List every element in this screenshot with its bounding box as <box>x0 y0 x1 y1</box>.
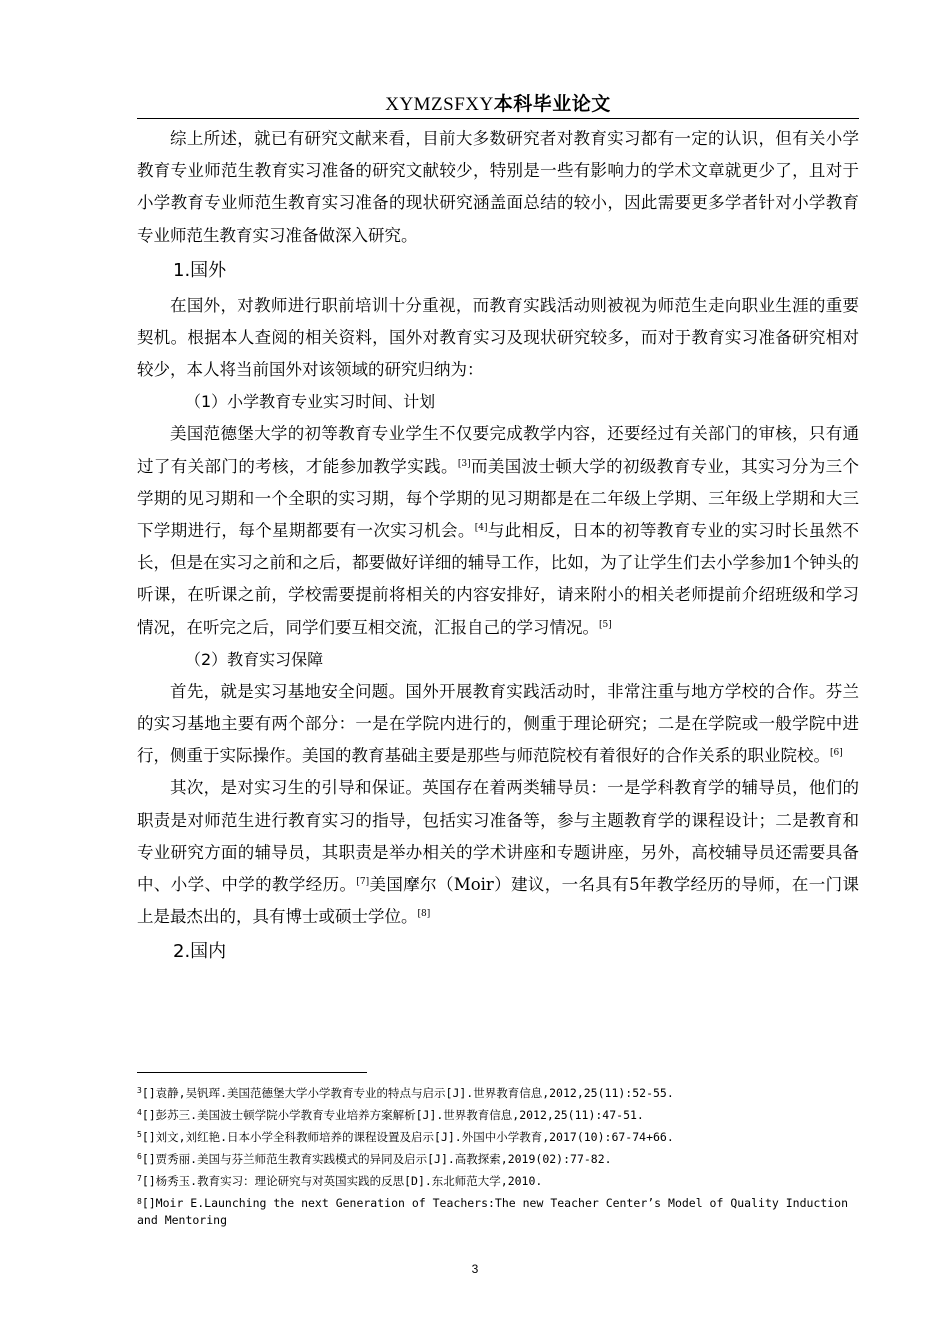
subheading-internship-time: （1）小学教育专业实习时间、计划 <box>185 392 436 412</box>
footnote <box>137 1082 859 1104</box>
page-number: 3 <box>471 1262 479 1276</box>
citation-ref[interactable]: [8] <box>417 909 431 920</box>
footnote-number: 7 <box>137 1174 142 1183</box>
header-title <box>385 94 611 115</box>
heading-domestic: 2.国内 <box>173 941 227 963</box>
footnote <box>137 1170 859 1192</box>
page-header <box>137 88 859 119</box>
subheading-internship-guarantee: （2）教育实习保障 <box>185 649 324 669</box>
footnote <box>137 1148 859 1170</box>
footnote-number: 3 <box>137 1086 142 1095</box>
text-segment: 美国摩尔（Moir）建议，一名具有5年教学经历的导师，在一门课上是最杰出的，具有博士或硕士学位。 <box>137 875 859 927</box>
footnote-text: []袁静,吴钒珲.美国范德堡大学小学教育专业的特点与启示[J].世界教育信息,2012,25(11):52-55. <box>141 1086 674 1100</box>
paragraph-base-safety <box>137 676 859 773</box>
footnote-number: 8 <box>137 1197 142 1206</box>
footnote <box>137 1104 859 1126</box>
citation-ref[interactable]: [6] <box>830 748 843 759</box>
footnotes <box>137 1082 859 1229</box>
footnote-number: 4 <box>137 1108 142 1117</box>
text-segment: 美国范德堡大学的初等教育专业学生不仅要完成教学内容，还要经过有关部门的审核，只有通过了有关部门的考核，才能参加教学实践。 <box>137 424 859 476</box>
paragraph-foreign-intro: 在国外，对教师进行职前培训十分重视，而教育实践活动则被视为师范生走向职业生涯的重要契机。根据本人查阅的相关资料，国外对教育实习及现状研究较多，而对于教育实习准备研究相对较少，本人将当前国外对该领域的研究归纳为： <box>137 295 859 380</box>
footnote-number: 6 <box>137 1152 142 1161</box>
footnote-divider <box>137 1072 367 1073</box>
footnote-text: []杨秀玉.教育实习：理论研究与对英国实践的反思[D].东北师范大学,2010. <box>141 1174 543 1188</box>
text-segment: 其次，是对实习生的引导和保证。英国存在着两类辅导员：一是学科教育学的辅导员，他们的职责是对师范生进行教育实习的指导，包括实习准备等，参与主题教育学的课程设计；二是教育和专业研究方面的辅导员，其职责是举办相关的学术讲座和专题讲座，另外，高校辅导员还需要具备中、小学、中学的教学经历。 <box>137 778 859 895</box>
text-segment: 与此相反，日本的初等教育专业的实习时长虽然不长，但是在实习之前和之后，都要做好详细的辅导工作，比如，为了让学生们去小学参加1个钟头的听课，在听课之前，学校需要提前将相关的内容安排好，请来附小的相关老师提前介绍班级和学习情况，在听完之后，同学们要互相交流，汇报自己的学习情况。 <box>137 521 860 637</box>
citation-ref[interactable]: [3] <box>457 458 471 469</box>
footnote <box>137 1126 859 1148</box>
footnote-text: []刘文,刘红艳.日本小学全科教师培养的课程设置及启示[J].外国中小学教育,2017(10):67-74+66. <box>141 1130 674 1144</box>
paragraph-internship-time <box>137 418 859 643</box>
citation-ref[interactable]: [7] <box>356 877 370 888</box>
body-text <box>137 123 859 971</box>
footnote-number: 5 <box>137 1130 142 1139</box>
footnote <box>137 1192 859 1229</box>
citation-ref[interactable]: [4] <box>474 523 488 534</box>
paragraph-summary: 综上所述，就已有研究文献来看，目前大多数研究者对教育实习都有一定的认识，但有关小学教育专业师范生教育实习准备的研究文献较少，特别是一些有影响力的学术文章就更少了，且对于小学教育专业师范生教育实习准备的现状研究涵盖面总结的较小，因此需要更多学者针对小学教育专业师范生教育实习准备做深入研究。 <box>137 129 859 245</box>
footnote-text: []Moir E.Launching the next Generation of Teachers:The new Teacher Center’s Model of Quality Induction and Mentoring <box>137 1196 849 1227</box>
citation-ref[interactable]: [5] <box>599 619 612 630</box>
heading-foreign: 1.国外 <box>173 259 227 281</box>
text-segment: 首先，就是实习基地安全问题。国外开展教育实践活动时，非常注重与地方学校的合作。芬兰的实习基地主要有两个部分：一是在学院内进行的，侧重于理论研究；二是在学院或一般学院中进行，侧重于实际操作。美国的教育基础主要是那些与师范院校有着很好的合作关系的职业院校。 <box>137 681 859 766</box>
footnote-text: []贾秀丽.美国与芬兰师范生教育实践模式的异同及启示[J].高教探索,2019(02):77-82. <box>141 1152 612 1166</box>
paragraph-guidance <box>137 772 859 933</box>
text-segment: 而美国波士顿大学的初级教育专业，其实习分为三个学期的见习期和一个全职的实习期，每个学期的见习期都是在二年级上学期、三年级上学期和大三下学期进行，每个星期都要有一次实习机会。 <box>137 456 860 541</box>
header-title-text: 本科毕业论文 <box>493 93 611 115</box>
header-prefix: XYMZSFXY <box>385 94 494 115</box>
footnote-text: []彭苏三.美国波士顿学院小学教育专业培养方案解析[J].世界教育信息,2012,25(11):47-51. <box>141 1108 644 1122</box>
